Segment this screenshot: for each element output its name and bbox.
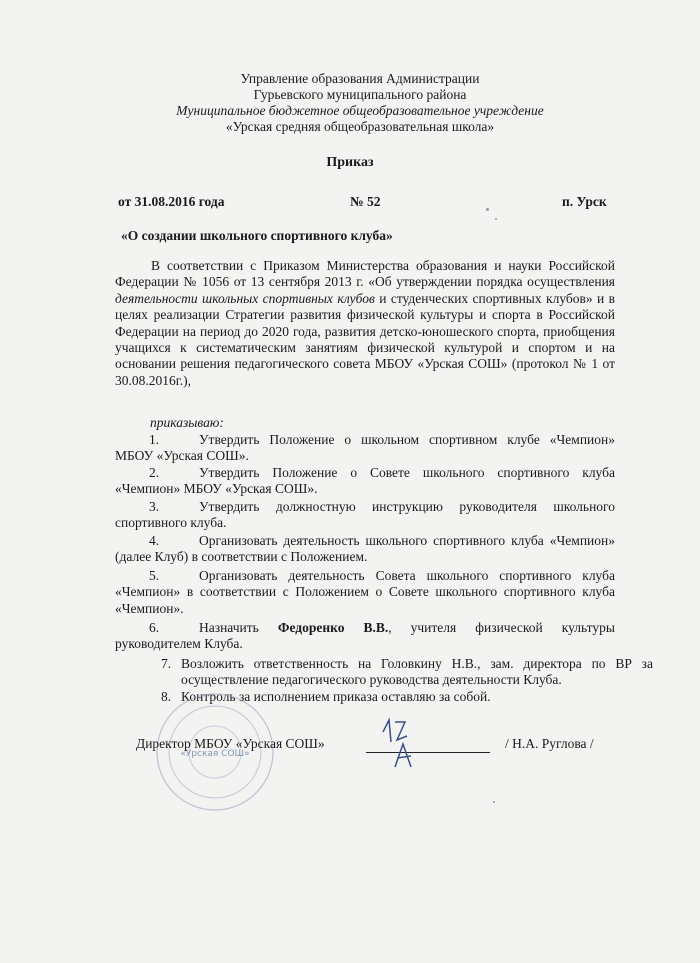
list-item xyxy=(115,568,615,617)
header-line-3-text: Муниципальное бюджетное общеобразовательное учреждение xyxy=(176,103,544,118)
scan-speck xyxy=(493,801,495,803)
document-date: от 31.08.2016 года xyxy=(118,194,225,209)
list-item xyxy=(115,620,615,653)
header-line-2: Гурьевского муниципального района xyxy=(253,87,467,102)
item-number: 3. xyxy=(149,499,160,514)
item-number: 6. xyxy=(149,620,160,635)
item-text-post: , учителя физической культуры руководителем Клуба. xyxy=(115,620,615,652)
intro-italic: деятельности школьных спортивных клубов xyxy=(115,290,375,306)
item-text: Возложить ответственность на Головкину Н.В., зам. директора по ВР за осуществление педагогического руководства деятельности Клуба. xyxy=(181,656,653,688)
document-title: Приказ xyxy=(326,155,374,170)
intro-part-1: В соответствии с Приказом Министерства образования и науки Российской Федерации № 1056 от 13 сентября 2013 г. «Об утверждении порядка осуществления xyxy=(115,258,615,290)
item-number: 4. xyxy=(149,533,160,548)
document-place: п. Урск xyxy=(562,194,607,209)
list-item xyxy=(115,465,615,498)
scan-speck xyxy=(486,208,489,211)
item-number: 8. xyxy=(161,689,172,704)
scan-speck xyxy=(495,218,497,220)
item-text: Утвердить Положение о Совете школьного спортивного клуба «Чемпион» МБОУ «Урская СОШ». xyxy=(115,465,615,497)
item-text: Организовать деятельность Совета школьного спортивного клуба «Чемпион» в соответствии с Положением о Совете школьного спортивного клуба «Чемпион». xyxy=(115,568,615,616)
item-text-bold: Федоренко В.В. xyxy=(277,620,389,635)
item-text: Утвердить Положение о школьном спортивном клубе «Чемпион» МБОУ «Урская СОШ». xyxy=(115,432,615,464)
list-item xyxy=(115,533,615,566)
list-item xyxy=(153,656,653,689)
item-text: Организовать деятельность школьного спортивного клуба «Чемпион» (далее Клуб) в соответствии с Положением. xyxy=(115,533,615,565)
header-line-4: «Урская средняя общеобразовательная школа» xyxy=(225,119,495,134)
item-number: 1. xyxy=(149,432,160,447)
item-number: 2. xyxy=(149,465,160,480)
document-number: № 52 xyxy=(350,194,381,209)
list-item xyxy=(115,499,615,532)
intro-part-2: и студенческих спортивных клубов» и в целях реализации Стратегии развития физической культуры и спорта в Российской Федерации на период до 2020 года, развития детско-юношеского спорта, приобщения учащихся к систематическим занятиям физической культурой и спортом и на основании решения педагогического совета МБОУ «Урская СОШ» (протокол № 1 от 30.08.2016г.), xyxy=(115,290,615,388)
item-number: 7. xyxy=(161,656,172,671)
school-stamp xyxy=(153,690,278,815)
item-text: Контроль за исполнением приказа оставляю за собой. xyxy=(181,689,491,704)
item-number: 5. xyxy=(149,568,160,583)
item-text-pre: Назначить xyxy=(199,620,278,635)
intro-paragraph xyxy=(115,258,615,389)
stamp-text: «Урская СОШ» xyxy=(180,749,250,759)
header-line-1: Управление образования Администрации xyxy=(240,71,480,86)
header-line-3 xyxy=(100,103,620,119)
decree-word: приказываю: xyxy=(150,415,224,430)
signatory-name: / Н.А. Руглова / xyxy=(505,736,594,751)
handwritten-signature xyxy=(375,712,425,772)
signature-position: Директор МБОУ «Урская СОШ» xyxy=(136,736,325,751)
item-text: Утвердить должностную инструкцию руководителя школьного спортивного клуба. xyxy=(115,499,615,531)
list-item xyxy=(115,432,615,465)
document-subject: «О создании школьного спортивного клуба» xyxy=(121,228,393,243)
